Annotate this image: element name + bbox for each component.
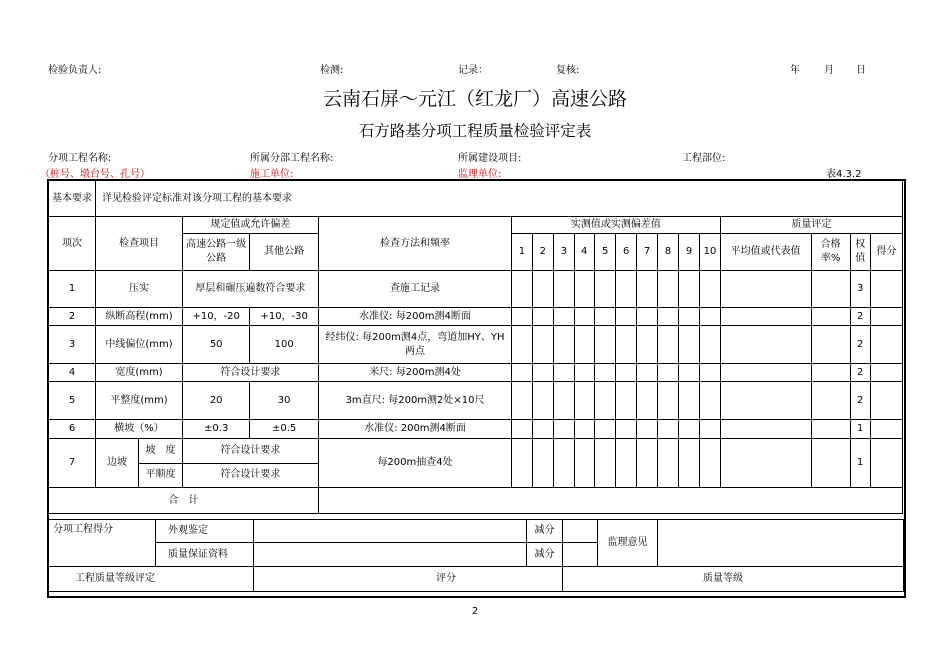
row-high: 50 <box>182 326 249 364</box>
page-number: 2 <box>471 606 479 617</box>
row-item: 纵断高程(mm) <box>96 308 183 326</box>
appearance-field[interactable] <box>254 520 527 543</box>
row-item: 平整度(mm) <box>96 382 183 420</box>
header-col-4: 4 <box>574 234 594 271</box>
stake-label: （桩号、墩台号、孔号） <box>40 169 150 180</box>
header-other: 其他公路 <box>250 234 319 271</box>
total-label: 合 计 <box>49 488 319 514</box>
header-seq: 项次 <box>49 217 96 271</box>
location-label: 工程部位: <box>682 153 726 164</box>
page-title: 云南石屏～元江（红龙厂）高速公路 <box>322 88 627 110</box>
header-col-2: 2 <box>532 234 553 271</box>
deduct-field[interactable] <box>563 520 598 543</box>
row-item: 边坡 <box>96 439 139 487</box>
row-weight: 1 <box>850 439 870 488</box>
header-col-9: 9 <box>678 234 699 271</box>
quality-docs-field[interactable] <box>254 543 527 567</box>
footer-table <box>48 519 904 592</box>
row-no: 2 <box>49 308 96 326</box>
row-method: 水准仪: 200m测4断面 <box>318 420 511 439</box>
row-no: 6 <box>49 420 96 439</box>
row-method: 经纬仪: 每200m测4点，弯道加HY、YH两点 <box>318 326 511 364</box>
row-method: 米尺: 每200m测4处 <box>318 364 511 382</box>
row-spec: 符合设计要求 <box>182 439 318 464</box>
row-no: 4 <box>49 364 96 382</box>
supervision-label: 监理意见 <box>598 520 658 567</box>
row-other: ±0.5 <box>250 420 319 439</box>
table-row <box>49 439 903 464</box>
header-weight: 权值 <box>850 234 870 271</box>
row-no: 7 <box>49 439 96 488</box>
row-weight: 2 <box>850 364 870 382</box>
grade-eval-label: 工程质量等级评定 <box>49 567 254 592</box>
row-spec: 符合设计要求 <box>182 364 318 382</box>
row-weight: 2 <box>850 308 870 326</box>
header-avg: 平均值或代表值 <box>720 234 811 271</box>
basic-requirement-text: 详见检验评定标准对该分项工程的基本要求 <box>96 181 903 217</box>
header-col-8: 8 <box>658 234 678 271</box>
table-row <box>49 382 903 420</box>
inspector-label: 检验负责人: <box>48 65 102 76</box>
row-item: 压实 <box>96 271 183 308</box>
row-spec: 厚层和碾压遍数符合要求 <box>182 271 318 308</box>
header-highway: 高速公路一级公路 <box>182 234 249 271</box>
row-method: 3m直尺: 每200m测2处×10尺 <box>318 382 511 420</box>
contractor-label: 施工单位: <box>250 169 294 180</box>
table-row <box>49 326 903 364</box>
supervision-field[interactable] <box>658 520 904 567</box>
header-rate: 合格率% <box>811 234 850 271</box>
supervisor-label: 监理单位: <box>458 169 502 180</box>
month-label: 月 <box>824 65 834 76</box>
division-label: 所属分部工程名称: <box>250 153 334 164</box>
row-high: 20 <box>182 382 249 420</box>
header-score: 得分 <box>870 234 902 271</box>
row-no: 3 <box>49 326 96 364</box>
table-row <box>49 364 903 382</box>
table-number: 表4.3.2 <box>826 169 862 180</box>
reviewer-label: 复核: <box>556 65 580 76</box>
sub-project-label: 分项工程名称: <box>48 153 112 164</box>
row-other: +10，-30 <box>250 308 319 326</box>
header-col-3: 3 <box>554 234 574 271</box>
total-row <box>49 488 903 514</box>
row-weight: 1 <box>850 420 870 439</box>
deduct-field[interactable] <box>563 543 598 567</box>
deduct-label: 减分 <box>527 520 563 543</box>
header-col-5: 5 <box>594 234 615 271</box>
header-col-7: 7 <box>636 234 657 271</box>
row-weight: 2 <box>850 382 870 420</box>
row-method: 查施工记录 <box>318 271 511 308</box>
deduct-label: 减分 <box>527 543 563 567</box>
page-subtitle: 石方路基分项工程质量检验评定表 <box>358 122 592 140</box>
row-subitem: 坡 度 <box>139 439 182 464</box>
header-item: 检查项目 <box>96 217 183 271</box>
table-row <box>49 271 903 308</box>
row-other: 30 <box>250 382 319 420</box>
row-method: 水准仪: 每200m测4断面 <box>318 308 511 326</box>
row-high: +10，-20 <box>182 308 249 326</box>
appearance-label: 外观鉴定 <box>156 520 254 543</box>
header-col-6: 6 <box>616 234 636 271</box>
row-item: 宽度(mm) <box>96 364 183 382</box>
header-method: 检查方法和频率 <box>318 217 511 271</box>
row-weight: 3 <box>850 271 870 308</box>
table-row <box>49 308 903 326</box>
row-spec: 符合设计要求 <box>182 463 318 488</box>
row-item: 中线偏位(mm) <box>96 326 183 364</box>
header-spec: 规定值或允许偏差 <box>182 217 318 234</box>
header-col-10: 10 <box>700 234 720 271</box>
header-col-1: 1 <box>512 234 532 271</box>
tester-label: 检测: <box>320 65 344 76</box>
row-other: 100 <box>250 326 319 364</box>
grade-label: 质量等级 <box>563 567 904 592</box>
row-method: 每200m抽查4处 <box>318 439 511 488</box>
quality-docs-label: 质量保证资料 <box>156 543 254 567</box>
row-item: 横坡（%） <box>96 420 183 439</box>
score-label: 分项工程得分 <box>49 520 156 567</box>
row-subitem: 平顺度 <box>145 469 176 481</box>
row-no: 5 <box>49 382 96 420</box>
day-label: 日 <box>856 65 866 76</box>
header-measured: 实测值或实测偏差值 <box>512 217 721 234</box>
recorder-label: 记录： <box>458 65 488 76</box>
table-row <box>49 420 903 439</box>
year-label: 年 <box>790 65 800 76</box>
header-quality: 质量评定 <box>720 217 902 234</box>
construction-project-label: 所属建设项目: <box>458 153 522 164</box>
row-high: ±0.3 <box>182 420 249 439</box>
basic-requirement-label: 基本要求 <box>49 181 96 217</box>
row-weight: 2 <box>850 326 870 364</box>
rating-label: 评分 <box>254 567 563 592</box>
inspection-table <box>48 180 903 514</box>
row-no: 1 <box>49 271 96 308</box>
